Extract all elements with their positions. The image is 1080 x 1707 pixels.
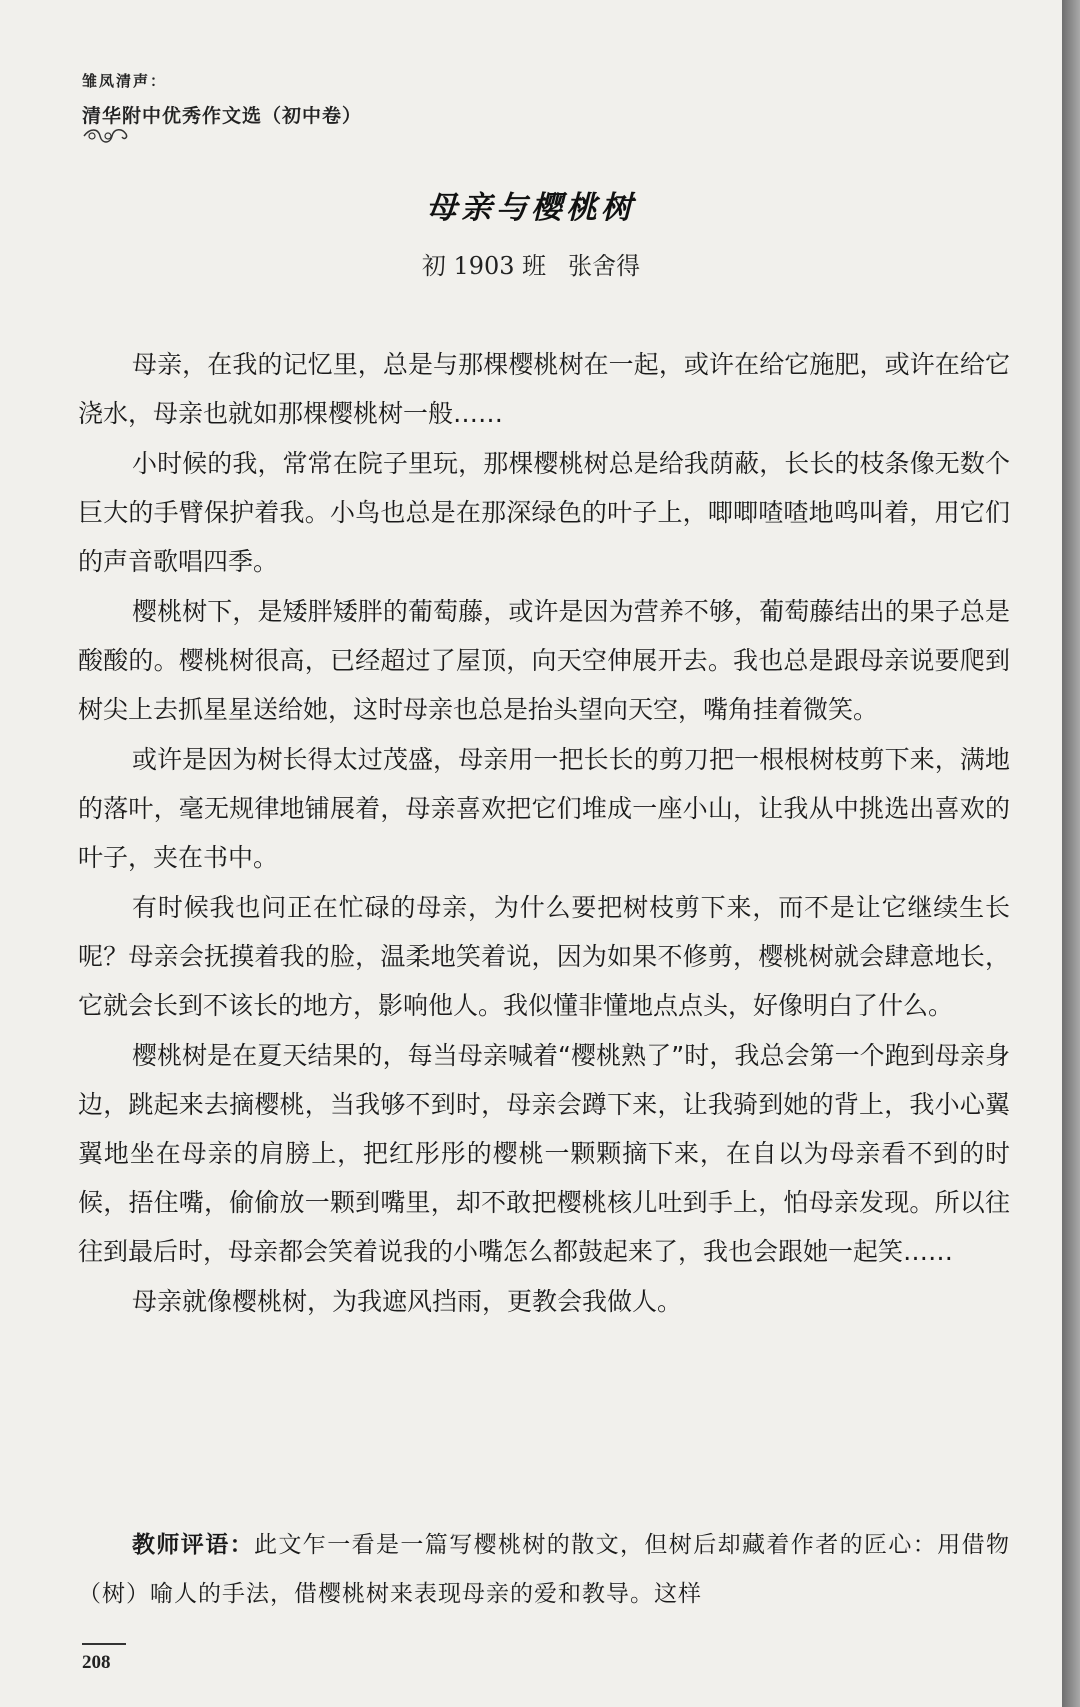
series-name: 雏凤清声： — [82, 72, 168, 90]
teacher-comment — [78, 1520, 1010, 1619]
paragraph: 有时候我也问正在忙碌的母亲，为什么要把树枝剪下来，而不是让它继续生长呢？母亲会抚摸着我的脸，温柔地笑着说，因为如果不修剪，樱桃树就会肆意地长，它就会长到不该长的地方，影响他人。我似懂非懂地点点头，好像明白了什么。 — [78, 893, 1010, 1020]
author-name: 张舍得 — [568, 252, 641, 280]
teacher-comment-label: 教师评语： — [132, 1531, 254, 1558]
class-name: 初 1903 班 — [421, 252, 547, 280]
footer-rule — [82, 1643, 126, 1645]
page-number: 208 — [82, 1652, 111, 1673]
running-header — [82, 70, 362, 128]
paragraph: 樱桃树是在夏天结果的，每当母亲喊着“樱桃熟了”时，我总会第一个跑到母亲身边，跳起来去摘樱桃，当我够不到时，母亲会蹲下来，让我骑到她的背上，我小心翼翼地坐在母亲的肩膀上，把红彤彤的樱桃一颗颗摘下来，在自以为母亲看不到的时候，捂住嘴，偷偷放一颗到嘴里，却不敢把樱桃核儿吐到手上，怕母亲发现。所以往往到最后时，母亲都会笑着说我的小嘴怎么都鼓起来了，我也会跟她一起笑…… — [78, 1041, 1010, 1266]
book-title: 清华附中优秀作文选（初中卷） — [82, 105, 363, 127]
paragraph: 小时候的我，常常在院子里玩，那棵樱桃树总是给我荫蔽，长长的枝条像无数个巨大的手臂保护着我。小鸟也总是在那深绿色的叶子上，唧唧喳喳地鸣叫着，用它们的声音歌唱四季。 — [78, 449, 1010, 576]
article-body — [78, 340, 1010, 1327]
flourish-ornament-icon — [82, 128, 132, 144]
byline — [0, 246, 1062, 281]
article-title: 母亲与樱桃树 — [426, 190, 636, 226]
teacher-comment-text: 此文乍一看是一篇写樱桃树的散文，但树后却藏着作者的匠心：用借物（树）喻人的手法，借樱桃树来表现母亲的爱和教导。这样 — [78, 1532, 1010, 1607]
paragraph: 母亲就像樱桃树，为我遮风挡雨，更教会我做人。 — [132, 1287, 683, 1316]
paragraph: 或许是因为树长得太过茂盛，母亲用一把长长的剪刀把一根根树枝剪下来，满地的落叶，毫无规律地铺展着，母亲喜欢把它们堆成一座小山，让我从中挑选出喜欢的叶子，夹在书中。 — [78, 745, 1010, 872]
paragraph: 母亲，在我的记忆里，总是与那棵樱桃树在一起，或许在给它施肥，或许在给它浇水，母亲也就如那棵樱桃树一般…… — [78, 350, 1010, 428]
paragraph: 樱桃树下，是矮胖矮胖的葡萄藤，或许是因为营养不够，葡萄藤结出的果子总是酸酸的。樱桃树很高，已经超过了屋顶，向天空伸展开去。我也总是跟母亲说要爬到树尖上去抓星星送给她，这时母亲也总是抬头望向天空，嘴角挂着微笑。 — [78, 597, 1010, 724]
page-edge-shadow — [1062, 0, 1080, 1707]
